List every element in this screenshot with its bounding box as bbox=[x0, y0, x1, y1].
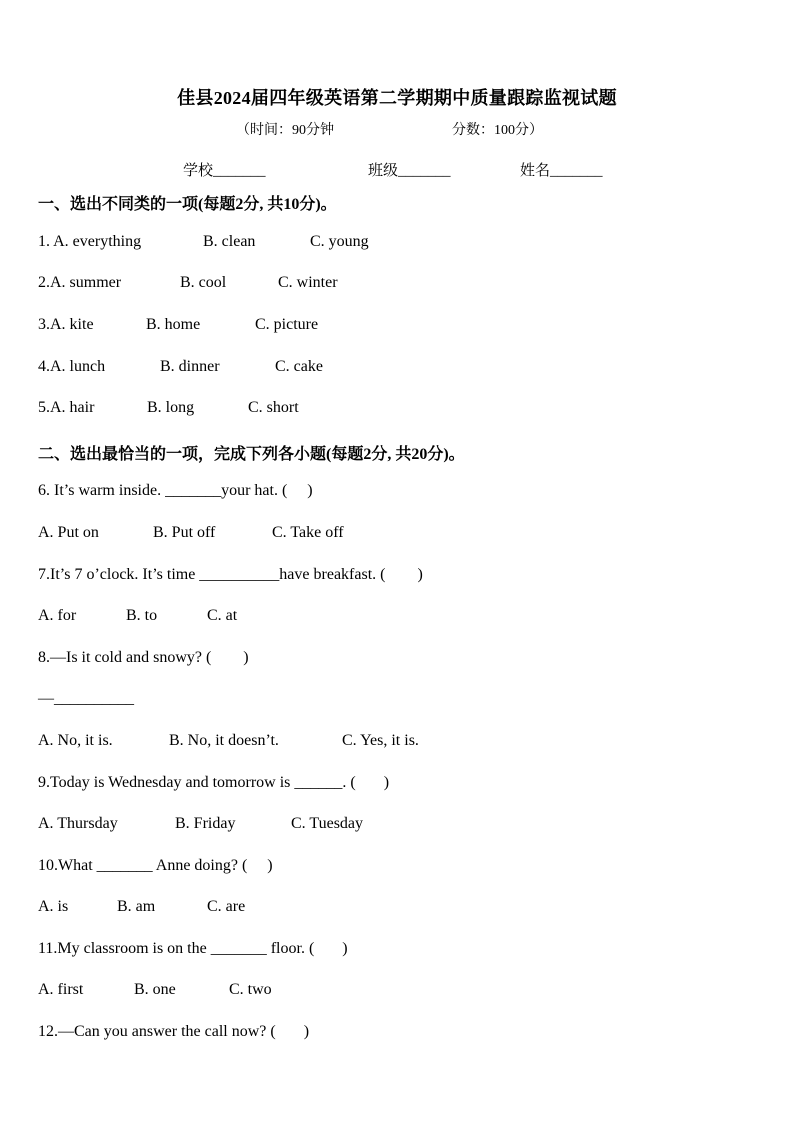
question-10-c: C. are bbox=[207, 898, 246, 915]
question-2-c: C. winter bbox=[278, 274, 338, 291]
question-9-a: A. Thursday bbox=[38, 815, 118, 832]
question-10-b: B. am bbox=[117, 898, 156, 915]
question-9-c: C. Tuesday bbox=[291, 815, 364, 832]
question-9-b: B. Friday bbox=[175, 815, 236, 832]
question-11-c: C. two bbox=[229, 981, 272, 998]
question-2-a: 2.A. summer bbox=[38, 274, 122, 291]
question-11-stem: 11.My classroom is on the _______ floor. ( ) bbox=[38, 940, 348, 957]
question-12-stem: 12.—Can you answer the call now? ( ) bbox=[38, 1023, 310, 1040]
exam-time: （时间：90分钟 bbox=[236, 123, 334, 138]
question-10-stem: 10.What _______ Anne doing? ( ) bbox=[38, 857, 273, 874]
question-8-stem: 8.—Is it cold and snowy? ( ) bbox=[38, 649, 249, 666]
question-1-a: 1. A. everything bbox=[38, 233, 142, 250]
question-8-a: A. No, it is. bbox=[38, 732, 113, 749]
question-5-a: 5.A. hair bbox=[38, 399, 95, 416]
question-11-b: B. one bbox=[134, 981, 176, 998]
school-field: 学校_______ bbox=[183, 163, 266, 179]
question-6-c: C. Take off bbox=[272, 524, 344, 541]
page-title: 佳县2024届四年级英语第二学期期中质量跟踪监视试题 bbox=[177, 88, 617, 108]
question-7-c: C. at bbox=[207, 607, 238, 624]
question-2-b: B. cool bbox=[180, 274, 227, 291]
question-8-b: B. No, it doesn’t. bbox=[169, 732, 279, 749]
section-2-heading: 二、选出最恰当的一项，完成下列各小题(每题2分, 共20分)。 bbox=[38, 446, 465, 463]
question-1-b: B. clean bbox=[203, 233, 256, 250]
question-6-a: A. Put on bbox=[38, 524, 99, 541]
question-9-stem: 9.Today is Wednesday and tomorrow is ______. ( ) bbox=[38, 774, 390, 791]
question-11-a: A. first bbox=[38, 981, 84, 998]
question-7-stem: 7.It’s 7 o’clock. It’s time __________have breakfast. ( ) bbox=[38, 566, 423, 583]
class-field: 班级_______ bbox=[368, 163, 451, 179]
exam-score: 分数：100分） bbox=[452, 123, 543, 138]
question-7-a: A. for bbox=[38, 607, 77, 624]
question-3-c: C. picture bbox=[255, 316, 319, 333]
question-6-stem: 6. It’s warm inside. _______your hat. ( ) bbox=[38, 482, 313, 499]
question-4-a: 4.A. lunch bbox=[38, 358, 106, 375]
question-6-b: B. Put off bbox=[153, 524, 216, 541]
question-3-b: B. home bbox=[146, 316, 201, 333]
question-3-a: 3.A. kite bbox=[38, 316, 94, 333]
question-10-a: A. is bbox=[38, 898, 69, 915]
question-4-b: B. dinner bbox=[160, 358, 220, 375]
question-5-b: B. long bbox=[147, 399, 195, 416]
question-4-c: C. cake bbox=[275, 358, 323, 375]
question-1-c: C. young bbox=[310, 233, 369, 250]
question-7-b: B. to bbox=[126, 607, 158, 624]
question-8-answer-line: —__________ bbox=[38, 690, 134, 707]
section-1-heading: 一、选出不同类的一项(每题2分, 共10分)。 bbox=[38, 196, 337, 213]
question-5-c: C. short bbox=[248, 399, 299, 416]
name-field: 姓名_______ bbox=[520, 163, 603, 179]
question-8-c: C. Yes, it is. bbox=[342, 732, 419, 749]
